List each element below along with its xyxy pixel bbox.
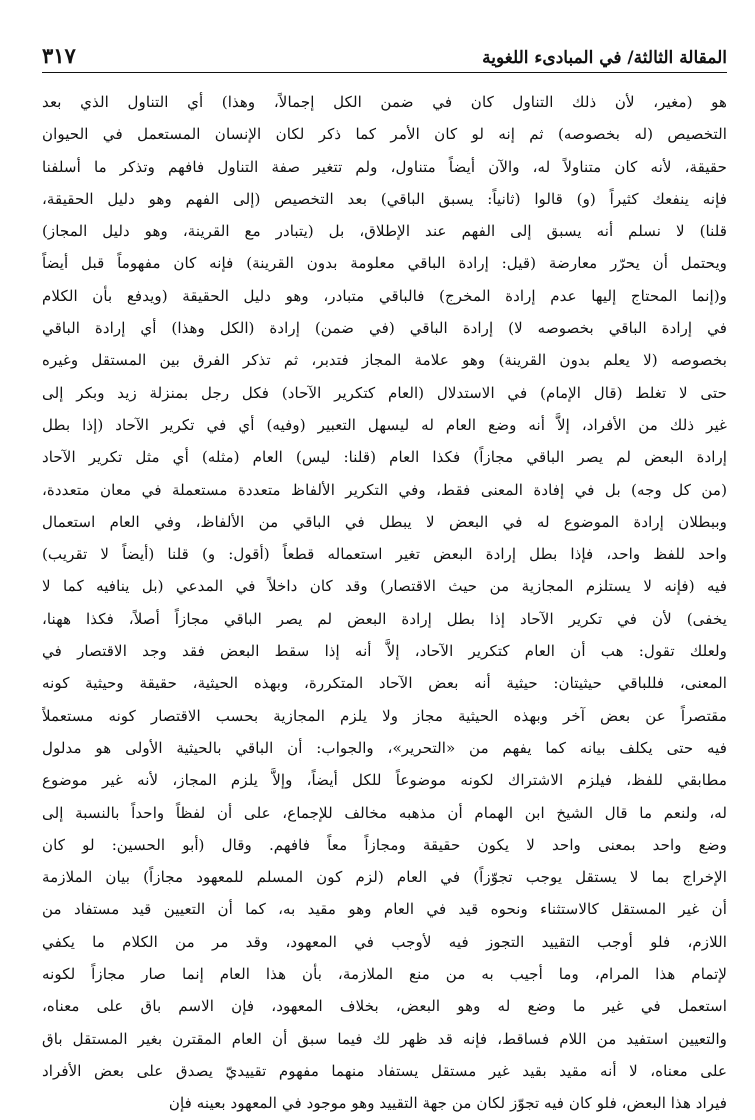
text-line: واحد للفظ واحد، فإذا بطل إرادة البعض تغير استعماله قطعاً (أقول: و) قلنا (أيضاً لا تقريب) xyxy=(42,545,727,564)
text-line: والتعيين استفيد من اللام فساقط، فإنه قد ظهر لك فيما سبق أن العام المقترن بغير المستقل باق xyxy=(42,1029,727,1048)
text-line: حتى لا تغلط (قال الإمام) في الاستدلال (العام كتكرير الآحاد) فكل رجل بمنزلة زيد وبكر إلى xyxy=(42,383,727,402)
text-line: فيراد هذا البعض، فلو كان فيه تجوّز لكان من جهة التقييد وهو موجود في المعهود بعينه فإن xyxy=(168,1094,727,1113)
text-line: يخفى) لأن في تكرير الآحاد إذا بطل إرادة البعض لم يصر الباقي مجازاً أصلاً، فكذا ههنا، xyxy=(42,609,727,628)
text-line: حقيقة، لأنه كان متناولاً له، والآن أيضاً متناول، ولم تتغير صفة التناول فافهم وتذكر ما أسلفنا xyxy=(42,157,727,176)
text-line: اللازم، فلو أوجب التقييد التجوز فيه لأوجب في المعهود، وقد مر من الكلام ما يكفي xyxy=(42,932,727,951)
page-header xyxy=(42,28,727,73)
text-line: على معناه، لا أنه مقيد بقيد غير مستقل يستفاد منهما مفهوم تقييديّ يصدق على بعض الأفراد xyxy=(42,1061,727,1080)
text-line: أن غير المستقل كالاستثناء ونحوه قيد في العام وهو مقيد به، كما أن التعيين قيد مستفاد من xyxy=(42,900,727,919)
text-line: وضع واحد بمعنى واحد لا يكون حقيقة ومجازاً معاً فافهم. وقال (أبو الحسين: لو كان xyxy=(42,835,727,854)
text-line: قلنا) لا نسلم أنه يسبق إلى الفهم عند الإطلاق، بل (يتبادر مع القرينة، وهو دليل المجاز) xyxy=(42,222,727,241)
text-line: غير ذلك من الأفراد، إلاَّ أنه وضع العام له ليسهل التعبير (وفيه) أي في تكرير الآحاد (إذا بطل xyxy=(42,415,727,434)
running-title: المقالة الثالثة/ في المبادىء اللغوية xyxy=(482,48,727,68)
text-line: الإخراج بما لا يستقل يوجب تجوّزاً) في العام (لزم كون المسلم للمعهود مجازاً) بيان الملازمة xyxy=(42,868,727,887)
text-line: المعنى، فللباقي حيثيتان: حيثية أنه بعض الآحاد المتكررة، وبهذه الحيثية، حقيقة وحيثية كونه xyxy=(42,674,727,693)
text-line: بخصوصه (لا يعلم بدون القرينة) وهو علامة المجاز فتدبر، ثم تذكر الفرق بين المستقل وغيره xyxy=(42,351,727,370)
text-line: و(إنما المحتاج إليها عدم إرادة المخرج) فالباقي متبادر، وهو دليل الحقيقة (ويدفع بأن الكلام xyxy=(42,286,727,305)
text-line: فيه (فإنه لا يستلزم المجازية من حيث الاقتصار) وقد كان داخلاً في المدعي (بل ينافيه كما لا xyxy=(42,577,727,596)
body-text xyxy=(42,86,727,1120)
text-line: فإنه ينفعك كثيراً (و) قالوا (ثانياً: يسبق الباقي) بعد التخصيص (إلى الفهم وهو دليل الحقيقة، xyxy=(42,189,727,208)
text-line: ويحتمل أن يحرّر معارضة (قيل: إرادة الباقي معلومة بدون القرينة) فإنه كان مفهوماً قبل أيضاً xyxy=(42,254,727,273)
text-line: لإتمام هذا المرام، وما أجيب به من منع الملازمة، بأن هذا العام إنما صار مجازاً لكونه xyxy=(42,965,727,984)
text-line: استعمل في غير ما وضع له وهو البعض، بخلاف المعهود، فإن الاسم باق على معناه، xyxy=(42,997,727,1016)
text-line: له، ولنعم ما قال الشيخ ابن الهمام أن مذهبه مخالف للإجماع، على أن لفظاً واحداً بالنسبة إلى xyxy=(42,803,727,822)
text-line: مطابقي للفظ، فيلزم الاشتراك لكونه موضوعاً للكل أيضاً، وإلاَّ يلزم المجاز، لأنه غير موضوع xyxy=(42,771,727,790)
text-line: فيه حتى يكلف بيانه كما يفهم من «التحرير»، والجواب: أن الباقي بالحيثية الأولى هو مدلول xyxy=(42,738,727,757)
text-line: في إرادة الباقي بخصوصه لا) إرادة الباقي (في ضمن) إرادة (الكل وهذا) أي إرادة الباقي xyxy=(42,319,727,338)
text-line: ولعلك تقول: هب أن العام كتكرير الآحاد، إلاَّ أنه إذا سقط البعض فقد وجد الاقتصار في xyxy=(42,642,727,661)
text-line: التخصيص (له بخصوصه) ثم إنه لو كان الأمر كما ذكر لكان الإنسان المستعمل في الحيوان xyxy=(42,125,727,144)
text-line: وببطلان إرادة الموضوع له في البعض لا يبطل في الباقي من الألفاظ، وفي العام استعمال xyxy=(42,512,727,531)
text-line: مقتصراً عن بعض آخر وبهذه الحيثية مجاز ولا يلزم المجازية بحسب الاقتصار كونه مستعملاً xyxy=(42,706,727,725)
page-number: ٣١٧ xyxy=(42,43,76,68)
text-line: هو (مغير، لأن ذلك التناول كان في ضمن الكل إجمالاً، وهذا) أي التناول الذي بعد xyxy=(42,93,727,111)
text-line: (من كل وجه) بل في إفادة المعنى فقط، وفي التكرير الألفاظ متعددة مستعملة في معان متعددة، xyxy=(42,480,727,499)
text-line: إرادة البعض لم يصر الباقي مجازاً) فكذا العام (قلنا: ليس) العام (مثله) أي مثل تكرير الآحاد xyxy=(42,448,727,467)
